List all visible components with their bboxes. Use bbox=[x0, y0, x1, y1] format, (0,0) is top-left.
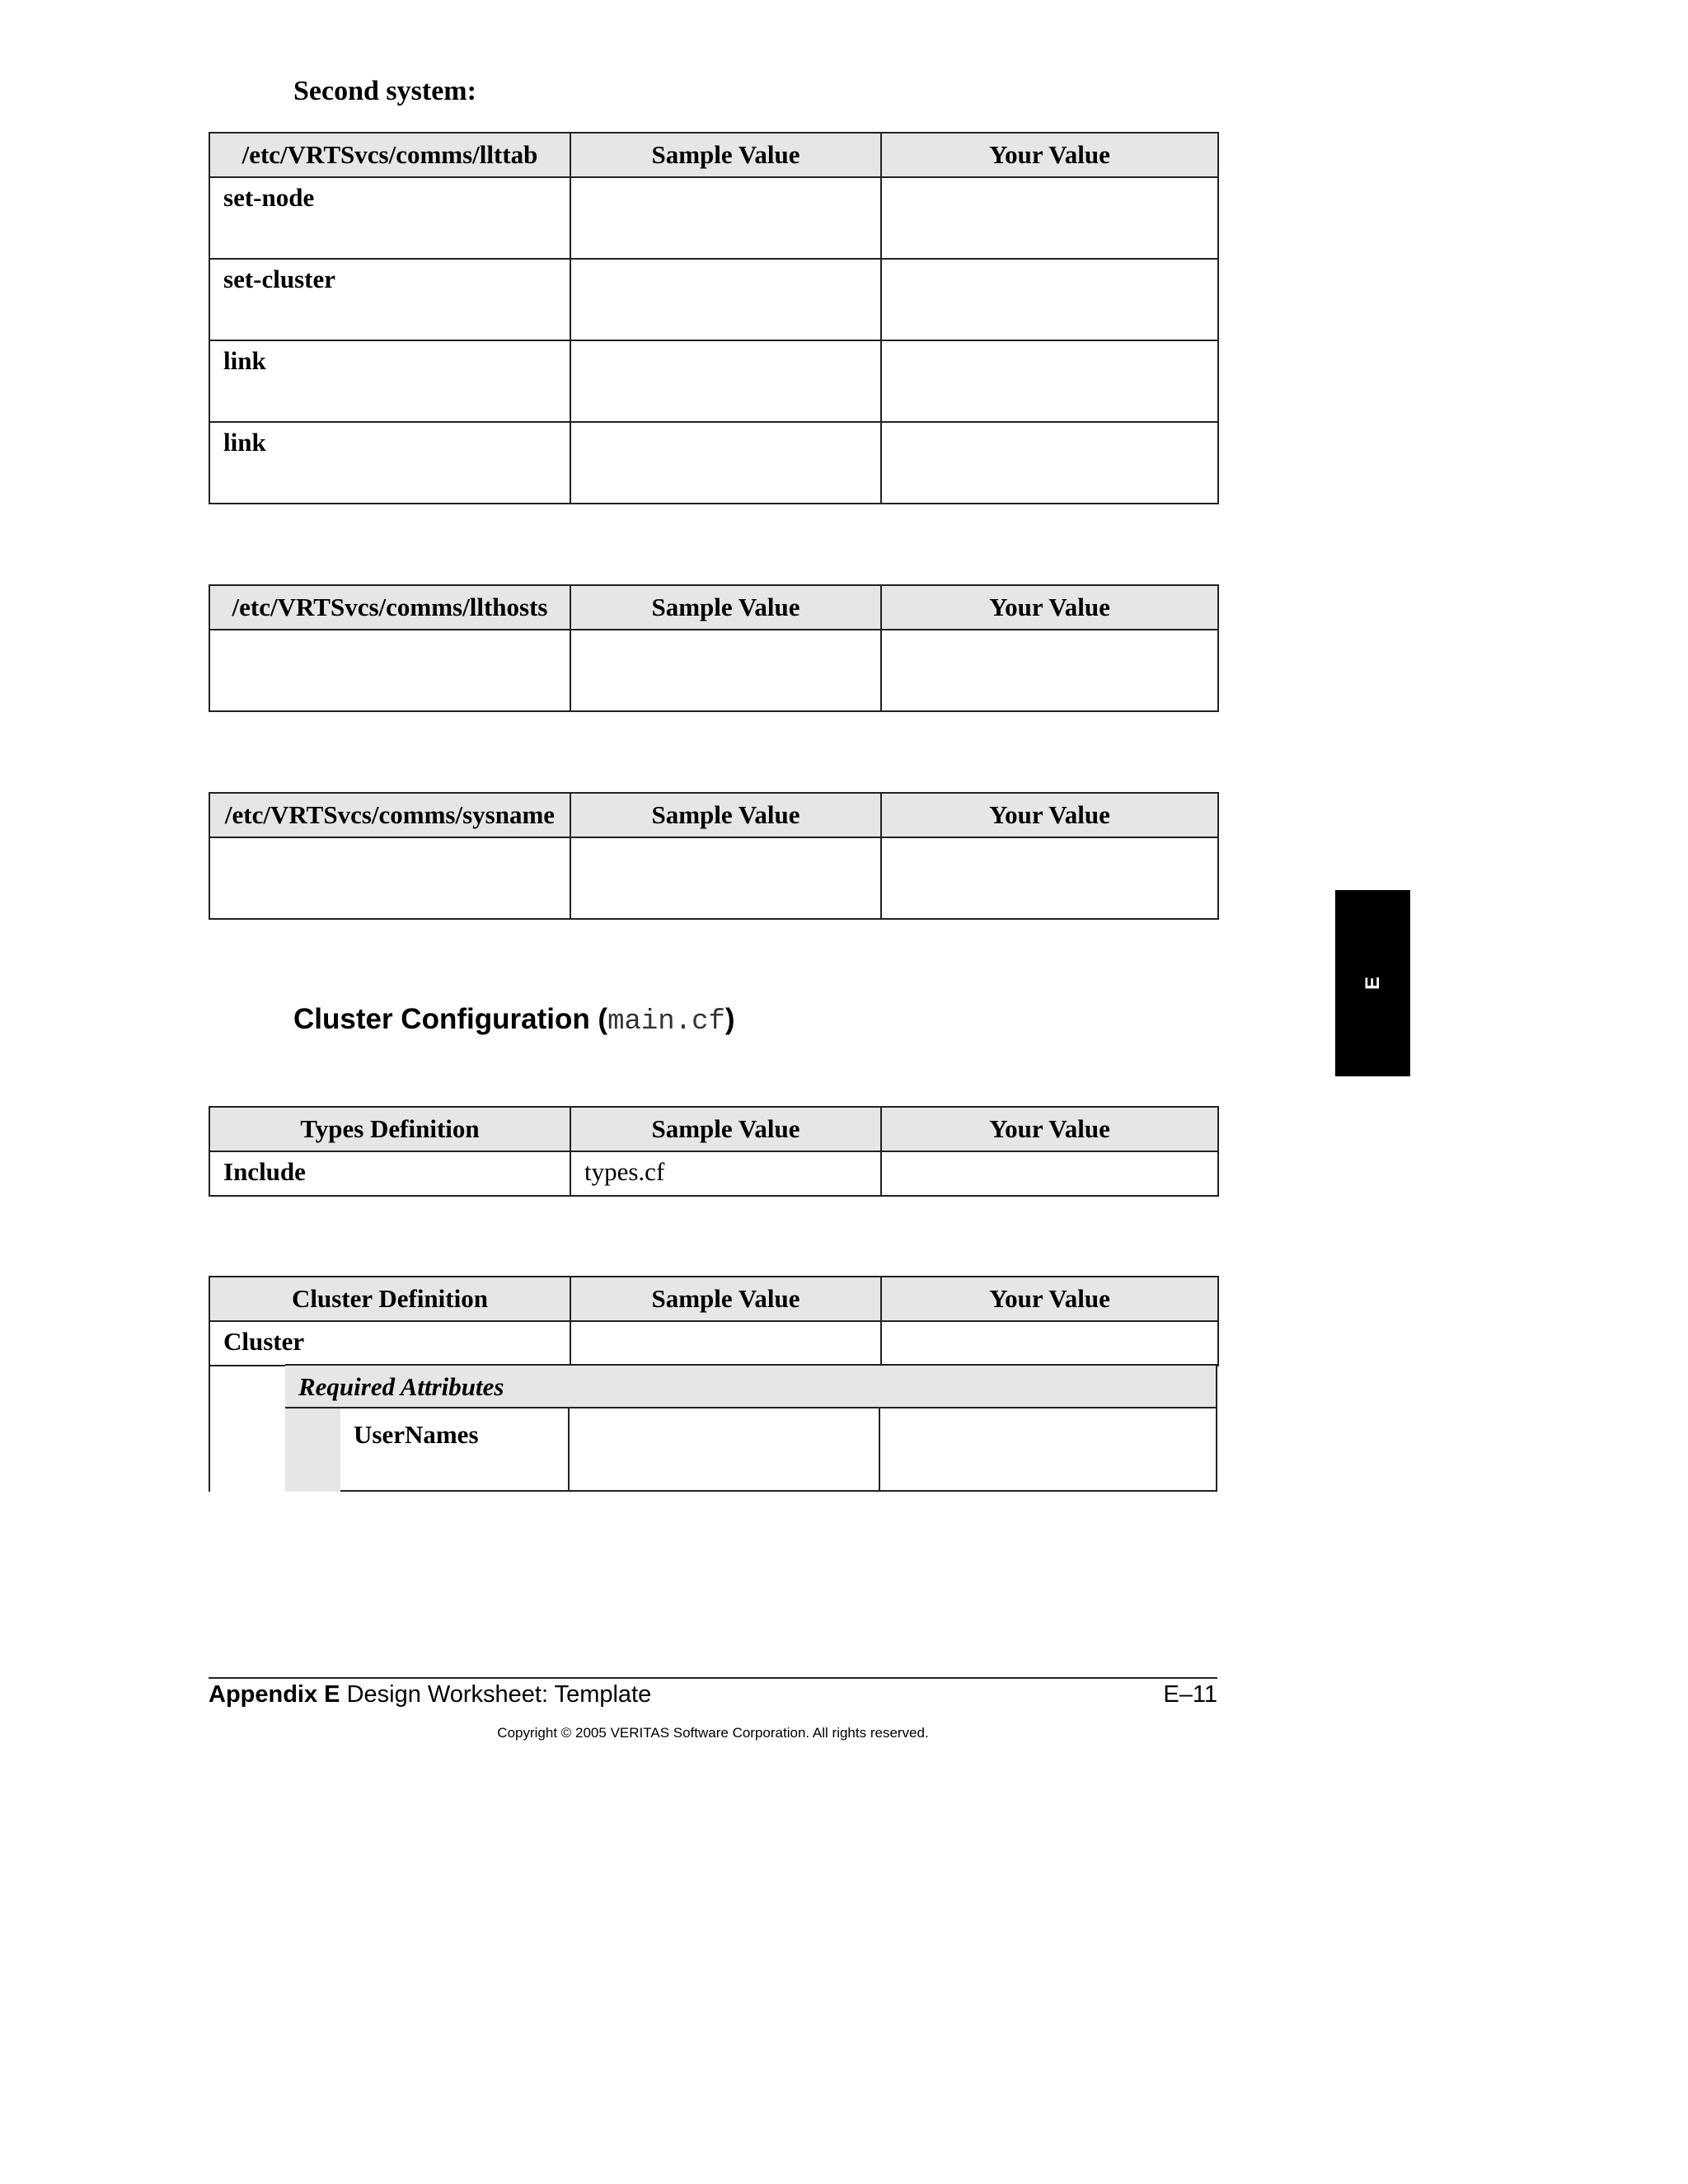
attribute-indent bbox=[285, 1408, 340, 1492]
second-system-heading: Second system: bbox=[293, 76, 476, 106]
row-label: set-node bbox=[209, 177, 570, 259]
sample-value-cell bbox=[570, 1321, 881, 1366]
table-header-row bbox=[209, 793, 1218, 837]
table-header-row bbox=[209, 585, 1218, 630]
your-value-cell[interactable] bbox=[880, 1407, 1217, 1492]
row-label[interactable] bbox=[209, 630, 570, 711]
table-header-row bbox=[209, 133, 1218, 177]
sample-value-cell bbox=[570, 1407, 880, 1492]
column-header: /etc/VRTSvcs/comms/llthosts bbox=[209, 585, 570, 630]
your-value-cell[interactable] bbox=[881, 630, 1218, 711]
column-header: Sample Value bbox=[570, 1277, 881, 1321]
sample-value-cell: types.cf bbox=[570, 1151, 881, 1196]
column-header: Your Value bbox=[881, 1107, 1218, 1151]
your-value-cell[interactable] bbox=[881, 340, 1218, 422]
row-label[interactable] bbox=[209, 837, 570, 919]
footer-rule bbox=[209, 1677, 1217, 1679]
column-header: Sample Value bbox=[570, 133, 881, 177]
footer-title bbox=[209, 1681, 651, 1708]
table-row bbox=[209, 177, 1218, 259]
your-value-cell[interactable] bbox=[881, 422, 1218, 504]
column-header: Sample Value bbox=[570, 585, 881, 630]
column-header: Your Value bbox=[881, 1277, 1218, 1321]
cluster-config-heading bbox=[293, 1003, 735, 1038]
column-header: Sample Value bbox=[570, 793, 881, 837]
side-tab-letter: E bbox=[1361, 976, 1384, 991]
required-attributes-header: Required Attributes bbox=[285, 1364, 1217, 1408]
footer-appendix-title: Design Worksheet: Template bbox=[340, 1681, 652, 1708]
column-header: Your Value bbox=[881, 793, 1218, 837]
table-header-row bbox=[209, 1277, 1218, 1321]
table-row bbox=[209, 1321, 1218, 1366]
table-header-row bbox=[209, 1107, 1218, 1151]
sysname-table bbox=[209, 792, 1219, 920]
table-row bbox=[209, 837, 1218, 919]
attribute-label: UserNames bbox=[340, 1407, 570, 1492]
heading-prefix: Cluster Configuration ( bbox=[293, 1003, 608, 1035]
row-label: link bbox=[209, 340, 570, 422]
row-label: link bbox=[209, 422, 570, 504]
heading-suffix: ) bbox=[724, 1003, 735, 1035]
sample-value-cell bbox=[570, 630, 881, 711]
llttab-table bbox=[209, 132, 1219, 504]
sample-value-cell bbox=[570, 259, 881, 340]
row-label: set-cluster bbox=[209, 259, 570, 340]
column-header: Sample Value bbox=[570, 1107, 881, 1151]
llthosts-table bbox=[209, 584, 1219, 712]
column-header: Your Value bbox=[881, 133, 1218, 177]
heading-filename: main.cf bbox=[607, 1006, 725, 1038]
table-row bbox=[209, 1151, 1218, 1196]
page-number: E–11 bbox=[1163, 1681, 1217, 1708]
cluster-definition-table bbox=[209, 1276, 1219, 1366]
sample-value-cell bbox=[570, 837, 881, 919]
table-row bbox=[209, 259, 1218, 340]
column-header: Cluster Definition bbox=[209, 1277, 570, 1321]
table-row bbox=[209, 340, 1218, 422]
footer-appendix-label: Appendix E bbox=[209, 1681, 340, 1708]
your-value-cell[interactable] bbox=[881, 1151, 1218, 1196]
column-header: Types Definition bbox=[209, 1107, 570, 1151]
column-header: /etc/VRTSvcs/comms/llttab bbox=[209, 133, 570, 177]
row-label: Include bbox=[209, 1151, 570, 1196]
table-border bbox=[209, 1364, 210, 1492]
sample-value-cell bbox=[570, 340, 881, 422]
attribute-row bbox=[340, 1407, 1217, 1492]
your-value-cell[interactable] bbox=[881, 177, 1218, 259]
copyright-notice: Copyright © 2005 VERITAS Software Corporation. All rights reserved. bbox=[497, 1725, 929, 1741]
table-row bbox=[209, 630, 1218, 711]
sample-value-cell bbox=[570, 422, 881, 504]
row-label: Cluster bbox=[209, 1321, 570, 1366]
sample-value-cell bbox=[570, 177, 881, 259]
table-row bbox=[209, 422, 1218, 504]
your-value-cell[interactable] bbox=[881, 1321, 1218, 1366]
appendix-side-tab bbox=[1335, 890, 1410, 1076]
column-header: /etc/VRTSvcs/comms/sysname bbox=[209, 793, 570, 837]
required-attributes-block bbox=[209, 1364, 1217, 1492]
your-value-cell[interactable] bbox=[881, 259, 1218, 340]
types-definition-table bbox=[209, 1106, 1219, 1197]
your-value-cell[interactable] bbox=[881, 837, 1218, 919]
column-header: Your Value bbox=[881, 585, 1218, 630]
